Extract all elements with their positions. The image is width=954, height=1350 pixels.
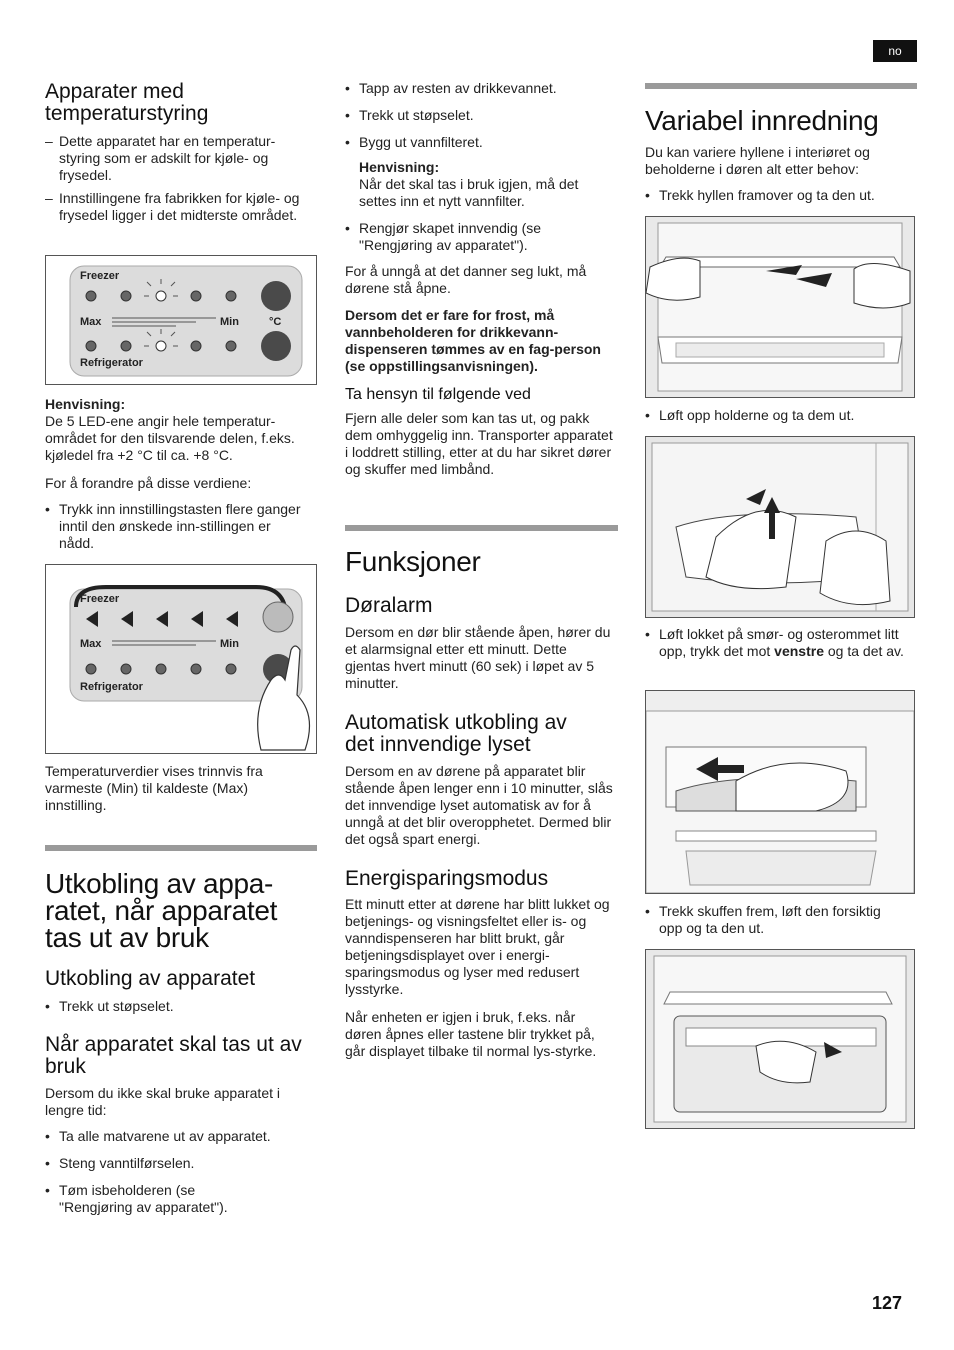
- holder-removal-drawing: [646, 437, 914, 617]
- change-text: For å forandre på disse verdiene:: [45, 475, 252, 491]
- panel-min-label: Min: [220, 638, 239, 650]
- panel-refrigerator-label: Refrigerator: [80, 357, 143, 369]
- heading-temperature-control: Apparater med temperaturstyring: [45, 80, 209, 125]
- heading-variable-interior: Variabel innredning: [645, 105, 879, 136]
- door-alarm-text: Dersom en dør blir stående åpen, hører du et alarmsignal etter ett minutt. Dette gjentas hvert minutt (60 sek) i løpet av 5 minutter.: [345, 624, 611, 691]
- holder-list: [645, 407, 907, 424]
- heading-out-of-use: Når apparatet skal tas ut av bruk: [45, 1033, 302, 1078]
- heading-functions: Funksjoner: [345, 546, 481, 577]
- heading-switch-off: Utkobling av appa-ratet, når apparatet tas ut av bruk: [45, 868, 278, 953]
- transport-text: Fjern alle deler som kan tas ut, og pakk dem omhyggelig inn. Transporter apparatet i loddrett stilling, etter at du har sikret dører og skuffer med limbånd.: [345, 410, 613, 477]
- change-list: [45, 501, 307, 552]
- smell-text: For å unngå at det danner seg lukt, må dørene stå åpne.: [345, 263, 587, 296]
- steps-text: Temperaturverdier vises trinnvis fra varmeste (Min) til kaldeste (Max) innstilling.: [45, 763, 263, 813]
- light-off-text: Dersom en av dørene på apparatet blir stående åpen lenger enn i 10 minutter, slås det innvendige lyset automatisk av for å unngå at det blir overopphetet. Dermed blir det også spart energi.: [345, 763, 613, 847]
- lid-removal-drawing: [646, 691, 914, 893]
- list-item: – Dette apparatet har en temperatur-styring som er adskilt for kjøle- og frysedel.: [45, 133, 307, 184]
- panel-freezer-label: Freezer: [80, 270, 120, 282]
- language-badge: no: [873, 40, 917, 62]
- shelf-removal-drawing: [646, 217, 914, 397]
- out-text: Dersom du ikke skal bruke apparatet i lengre tid:: [45, 1085, 280, 1118]
- heading-switch-off-appliance: Utkobling av apparatet: [45, 967, 256, 990]
- section-divider: [45, 845, 317, 851]
- lid-list: [645, 626, 911, 660]
- control-panel-press-figure: [45, 564, 317, 754]
- list-item: • Tapp av resten av drikkevannet.: [345, 80, 613, 97]
- temp-list: [45, 133, 307, 224]
- clean-list: [345, 220, 613, 254]
- list-item: – Innstillingene fra fabrikken for kjøle- og frysedel ligger i det midterste området.: [45, 190, 307, 224]
- heading-transport: Ta hensyn til følgende ved: [345, 386, 531, 403]
- list-item: • Trekk hyllen framover og ta den ut.: [645, 187, 907, 204]
- drawer-removal-figure: [645, 949, 915, 1129]
- heading-door-alarm: Døralarm: [345, 594, 433, 617]
- out-list: [45, 1128, 307, 1216]
- note-label: Henvisning:: [359, 159, 440, 175]
- panel-max-label: Max: [80, 638, 102, 650]
- control-panel-figure: [45, 255, 317, 385]
- list-item: • Trekk skuffen frem, løft den forsiktig opp og ta den ut.: [645, 903, 907, 937]
- drawer-list: [645, 903, 907, 937]
- list-item: [645, 626, 911, 660]
- panel-refrigerator-label: Refrigerator: [80, 681, 143, 693]
- lid-text-left: venstre: [774, 643, 824, 659]
- list-item: • Bygg ut vannfilteret.: [345, 134, 613, 151]
- energy-text-2: Når enheten er igjen i bruk, f.eks. når døren åpnes eller tastene blir trykket på, går displayet tilbake til normal lys-styrke.: [345, 1009, 597, 1059]
- list-item: • Steng vanntilførselen.: [45, 1155, 307, 1172]
- lid-text-start: Løft lokket på smør- og osterommet litt opp, trykk det mot: [659, 626, 899, 659]
- holder-removal-figure: [645, 436, 915, 618]
- panel-max-label: Max: [80, 316, 102, 328]
- lid-text-end: og ta det av.: [823, 643, 904, 659]
- list-item: • Tøm isbeholderen (se "Rengjøring av apparatet").: [45, 1182, 269, 1216]
- panel-unit-label: °C: [269, 316, 282, 328]
- heading-energy-saving: Energisparingsmodus: [345, 867, 549, 890]
- list-item: • Løft opp holderne og ta dem ut.: [645, 407, 907, 424]
- drain-list: [345, 80, 613, 151]
- note-label: Henvisning:: [45, 396, 126, 412]
- panel-freezer-label: Freezer: [80, 593, 120, 605]
- drawer-removal-drawing: [646, 950, 914, 1128]
- list-item: • Trekk ut støpselet.: [345, 107, 613, 124]
- lid-removal-figure: [645, 690, 915, 894]
- heading-light-off: Automatisk utkobling av det innvendige lyset: [345, 711, 567, 756]
- shelf-removal-figure: [645, 216, 915, 398]
- shelf-list: [645, 187, 907, 204]
- panel-min-label: Min: [220, 316, 239, 328]
- list-item: • Trykk inn innstillingstasten flere ganger inntil den ønskede inn-stillingen er nådd.: [45, 501, 307, 552]
- off-list: [45, 998, 307, 1015]
- note-text: De 5 LED-ene angir hele temperatur-området for den tilsvarende delen, f.eks. kjøledel fra +2 °C til ca. +8 °C.: [45, 413, 295, 463]
- section-divider: [645, 83, 917, 89]
- variable-text: Du kan variere hyllene i interiøret og beholderne i døren alt etter behov:: [645, 144, 870, 177]
- list-item: • Rengjør skapet innvendig (se "Rengjøring av apparatet").: [345, 220, 613, 254]
- list-item: • Ta alle matvarene ut av apparatet.: [45, 1128, 307, 1145]
- energy-text-1: Ett minutt etter at dørene har blitt lukket og betjenings- og visningsfeltet eller is- og vanndispenseren har blitt brukt, går betjeningsdisplayet over i energi-sparingsmodus og lyser med redusert lysstyrke.: [345, 896, 610, 997]
- note-text: Når det skal tas i bruk igjen, må det settes inn et nytt vannfilter.: [359, 176, 579, 209]
- page-number: 127: [872, 1293, 903, 1313]
- section-divider: [345, 525, 618, 531]
- frost-warning: Dersom det er fare for frost, må vannbeholderen for drikkevann-dispenseren tømmes av en fag-person (se oppstillingsanvisningen).: [345, 307, 601, 374]
- list-item: • Trekk ut støpselet.: [45, 998, 307, 1015]
